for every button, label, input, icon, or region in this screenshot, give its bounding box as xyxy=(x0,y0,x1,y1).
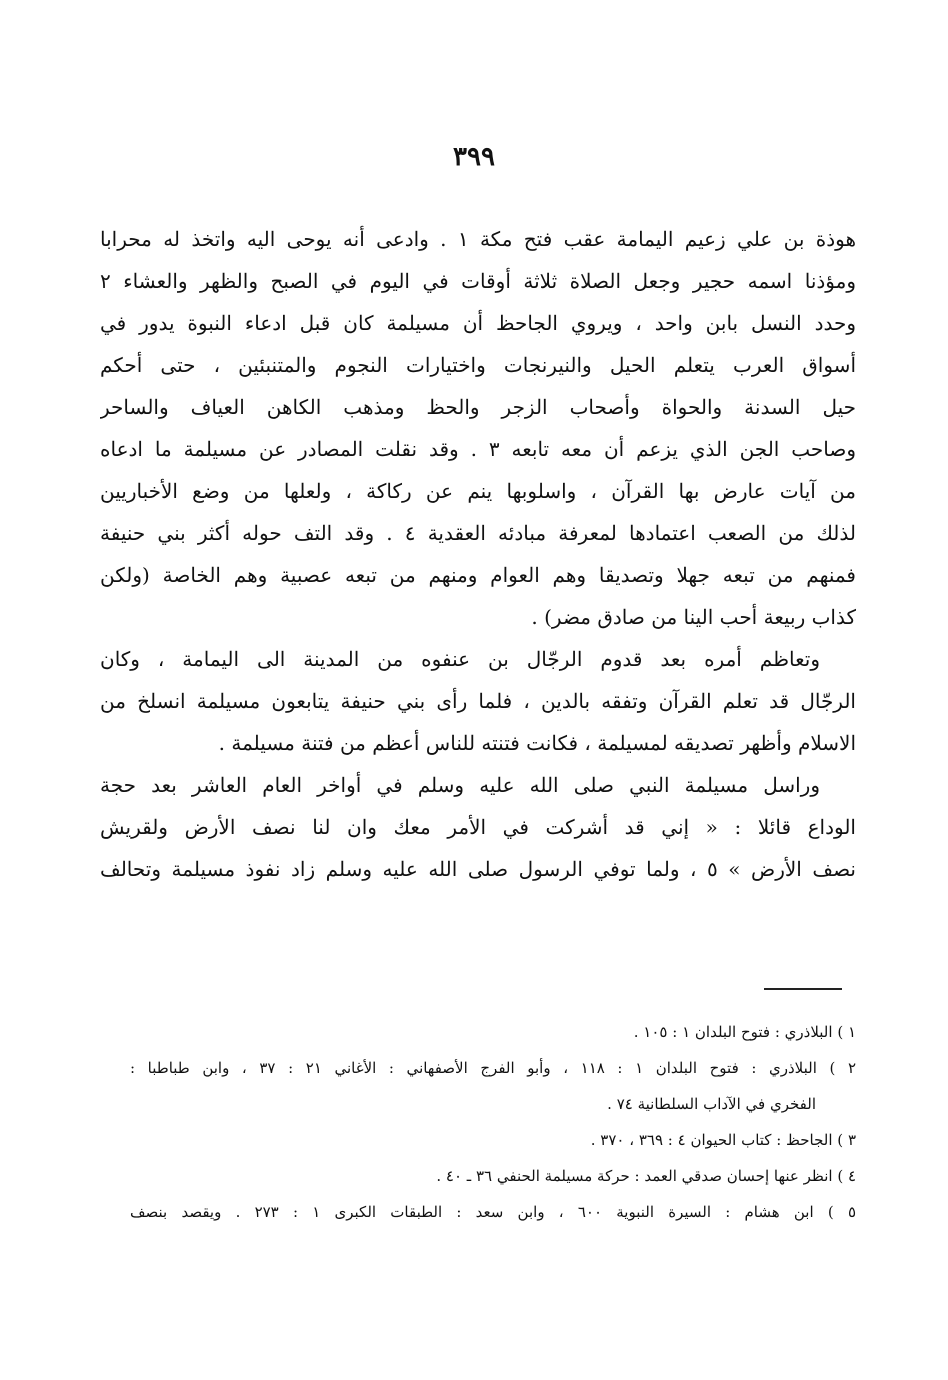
text-line-16: نصف الأرض » ٥ ، ولما توفي الرسول صلى الله عليه وسلم زاد نفوذ مسيلمة وتحالف xyxy=(100,857,856,881)
footnote-5: ٥ ) ابن هشام : السيرة النبوية ٦٠٠ ، وابن سعد : الطبقات الكبرى ١ : ٢٧٣ . ويقصد بنصف xyxy=(130,1203,856,1221)
footnote-2: ٢ ) البلاذري : فتوح البلدان ١ : ١١٨ ، وأبو الفرج الأصفهاني : الأغاني ٢١ : ٣٧ ، وابن طباطبا : xyxy=(130,1059,856,1077)
footnote-3: ٣ ) الجاحظ : كتاب الحيوان ٤ : ٣٦٩ ، ٣٧٠ . xyxy=(590,1131,856,1149)
text-line-10: كذاب ربيعة أحب الينا من صادق مضر) . xyxy=(531,605,856,629)
text-line-1: هوذة بن علي زعيم اليمامة عقب فتح مكة ١ . وادعى أنه يوحى اليه واتخذ له محرابا xyxy=(100,227,856,251)
text-line-15: الوداع قائلا : « إني قد أشركت في الأمر معك وان لنا نصف الأرض ولقريش xyxy=(100,815,856,839)
text-line-4: أسواق العرب يتعلم الحيل والنيرنجات واختيارات النجوم والمتنبئين ، حتى أحكم xyxy=(100,353,856,377)
text-line-5: حيل السدنة والحواة وأصحاب الزجر والحظ ومذهب الكاهن العياف والساحر xyxy=(100,395,856,419)
text-line-9: فمنهم من تبعه جهلا وتصديقا وهم العوام ومنهم من تبعه عصبية وهم الخاصة (ولكن xyxy=(100,563,856,587)
text-line-3: وحدد النسل بابن واحد ، ويروي الجاحظ أن مسيلمة كان قبل ادعاء النبوة يدور في xyxy=(100,311,856,335)
text-line-14: وراسل مسيلمة النبي صلى الله عليه وسلم في أواخر العام العاشر بعد حجة xyxy=(100,773,820,797)
page-number: ٣٩٩ xyxy=(453,142,495,172)
footnotes xyxy=(130,1014,856,1230)
text-line-11: وتعاظم أمره بعد قدوم الرجّال بن عنفوه من المدينة الى اليمامة ، وكان xyxy=(100,647,820,671)
text-line-12: الرجّال قد تعلم القرآن وتفقه بالدين ، فلما رأى بني حنيفة يتابعون مسيلمة انسلخ من xyxy=(100,689,856,713)
main-text xyxy=(100,218,856,890)
text-line-8: لذلك من الصعب اعتمادها لمعرفة مبادئه العقدية ٤ . وقد التف حوله أكثر بني حنيفة xyxy=(100,521,856,545)
footnote-divider xyxy=(764,988,842,990)
text-line-2: ومؤذنا اسمه حجير وجعل الصلاة ثلاثة أوقات في اليوم في الصبح والظهر والعشاء ٢ xyxy=(100,269,856,293)
footnote-4: ٤ ) انظر عنها إحسان صدقي العمد : حركة مسيلمة الحنفي ٣٦ ـ ٤٠ . xyxy=(436,1167,856,1185)
footnote-2-continuation: الفخري في الآداب السلطانية ٧٤ . xyxy=(607,1095,816,1113)
text-line-7: من آيات عارض بها القرآن ، واسلوبها ينم عن ركاكة ، ولعلها من وضع الأخباريين xyxy=(100,479,856,503)
text-line-13: الاسلام وأظهر تصديقه لمسيلمة ، فكانت فتنته للناس أعظم من فتنة مسيلمة . xyxy=(218,731,856,755)
footnote-1: ١ ) البلاذري : فتوح البلدان ١ : ١٠٥ . xyxy=(633,1023,856,1041)
text-line-6: وصاحب الجن الذي يزعم أن معه تابعه ٣ . وقد نقلت المصادر عن مسيلمة ما ادعاه xyxy=(100,437,856,461)
